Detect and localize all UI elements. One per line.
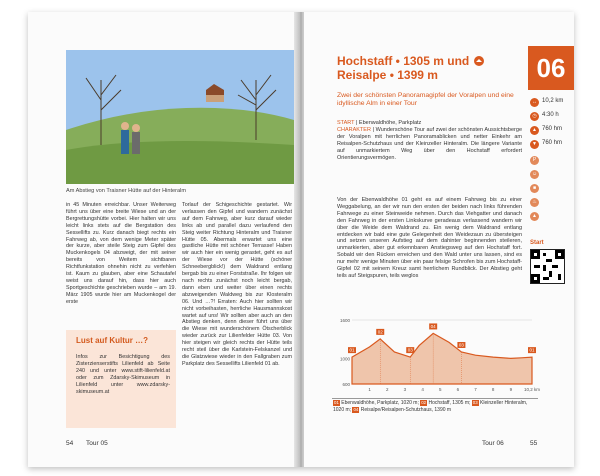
family-icon: ☺: [531, 171, 538, 177]
y-tick-label: 1600: [339, 318, 350, 323]
photo-caption: Am Abstieg von Traisner Hütte auf der Hinteralm: [66, 188, 187, 194]
paragraph: Torlauf der Schigeschichte gestartet. Wir verlassen den Gipfel und wandern zunächst auf dem Fahrweg, aber kurz darauf wieder links ab und parallel dazu verlaufend den Steig weiter Richtung Hinteralm und Traisner Hütte 05. Abermals erwartet uns eine gastliche Hütte mit schöner Terrasse! Haben wir auch hier ein wenig gerastet, geht es auf der Wiese vor der Hütte (schöner Schneebergblick!) dem Waldrand entlang bergab bis zu einer Forststraße. Ihr folgen wir nach rechts zunächst noch leicht bergab, dann eben und weiter über einen rechts abzweigenden Waldweg bis zur Klosteralm 06. Und …?! Erraten: Auch hier sollten wir nicht vorbeihasten, herrliche Hausmannskost wartet auf uns! Wir sollten aber auch an den Abstieg denken, denn dieser führt uns über die Wiese mit wunderschönem Ötscherblick wieder zurück zur Lilienfelder Hütte 03. Von hier steigen wir gleich rechts der Hütte teils recht steil über die Karlstein-Felskanzel und die Glatzwiese wieder in den Fallgraben zum Parkplatz des Sessellifts Lilienfeld 01 ab.: [182, 202, 292, 367]
stat-distance: ↔ 10,2 km: [532, 98, 564, 105]
paragraph: in 45 Minuten erreichbar. Unser Weiterweg führt uns über eine breite Wiese und an der Bergrettungshütte vorbei. Hier halten wir uns leicht links stets auf die Bergstation des Sessellifts zu. Kurz danach biegt rechts ein Fahrweg ab, von dem wenige Meter später der kurze, aber steile Steig zum Gipfel des Muckenkogels 04 abzweigt, der mit seiner bereits von Weitem sichtbaren Richtfunkstation ohnehin nicht zu verfehlen ist. Kaum zu glauben, aber eine Schautafel weist uns darauf hin, dass hier auch Sportgeschichte geschrieben wurde – am 19. März 1905 wurde hier am Muckenkogel der erste: [66, 202, 176, 305]
culture-box: [66, 330, 176, 428]
qr-pattern: [531, 250, 564, 283]
x-axis-labels: [368, 387, 540, 392]
text-column-2: [182, 202, 292, 417]
ascent-icon: ▲: [530, 126, 539, 135]
tour-stats: [530, 96, 574, 152]
elevation-profile: [332, 312, 541, 396]
marker-label: 01: [529, 347, 535, 353]
stat-descent: ▼ 760 hm: [530, 138, 574, 152]
restaurant-icon: ♨: [530, 198, 539, 207]
legend-text: Ebenwaldhöhe, Parkplatz, 1020 m;: [339, 400, 421, 406]
tour-subtitle: Zwei der schönsten Panoramagipfel der Voralpen und eine idyllische Alm in einer Tour: [337, 92, 514, 108]
elevation-area: [352, 333, 532, 384]
tour-number: 06: [528, 46, 574, 90]
divider: [332, 398, 538, 399]
culture-box-text: Infos zur Besichtigung des Zisterzienserstifts Lilienfeld ab Seite 240 und unter www.stift-lilienfeld.at oder zum Zdarsky-Skimuseum in Lilienfeld unter www.zdarsky-skimuseum.at: [76, 354, 170, 395]
route-description: [337, 197, 522, 309]
y-tick-label: 1000: [339, 356, 350, 362]
start-value: | Ebenwaldhöhe, Parkplatz: [355, 120, 422, 126]
hiker-photo: [66, 50, 294, 184]
stat-ascent: ▲ 760 hm: [530, 124, 574, 138]
character-label: CHARAKTER: [337, 126, 371, 133]
x-tick-label: 10,2 km: [523, 387, 541, 392]
text-column-1: [66, 202, 176, 328]
x-tick-label: 7: [474, 387, 477, 392]
tour-label-right: Tour 06: [482, 440, 504, 447]
tour-info: [337, 120, 522, 161]
legend-text: Kleinzeller Hinteralm, 1020 m;: [333, 400, 528, 413]
legend-text: Hochstaff, 1305 m;: [427, 400, 472, 406]
page-number-right: 55: [530, 440, 538, 447]
legend-chip: 02: [421, 400, 427, 405]
marker-label: 03: [458, 342, 464, 348]
photo-illustration: [66, 50, 294, 184]
descent-icon: ▼: [530, 140, 539, 149]
waypoint-legend: [333, 400, 535, 414]
x-tick-label: 6: [456, 387, 460, 392]
start-label: START: [337, 120, 355, 126]
paragraph: Von der Ebenwaldhöhe 01 geht es auf einem Fahrweg bis zu einer Weggabelung, an der wir nun den ersten der beiden nach links führenden Fahrwege zu einer Steinweide nehmen. Durch das Viehgatter und danach den Fahrweg in der ersten Linkskurve geradeaus verlassend wandern wir über die Weide dem Waldrand zu. Ein wenig dem Waldrand entlang entdecken wir bald eine gute Gelegenheit den Weidezaun zu übersteigen und setzen unseren Aufstieg auf dem dahinter beginnenden steileren, unmarkierten, aber gut erkennbaren Anstiegsweg auf den Hochstaff fort. Sobald wir den Rücken erreichen und den Wald unter uns lassen, sind es nur mehr wenige Minuten über ein paar felsige Schrofen bis zum Hochstaff-Gipfel 02 mit seinem Kreuz samt herrlichem Rundblick. Der Abstieg geht teils auf Steigspuren, teils weglos: [337, 197, 522, 279]
right-page: [304, 12, 574, 467]
legend-chip: 04: [353, 407, 359, 412]
character-line: [337, 127, 522, 162]
parking-icon: P: [530, 156, 539, 165]
start-line: [337, 120, 522, 127]
title-line-2: Reisalpe • 1399 m: [337, 68, 438, 82]
left-page: [28, 12, 298, 467]
marker-label: 02: [377, 329, 383, 335]
book-spread: [28, 12, 574, 467]
x-tick-label: 9: [509, 387, 513, 392]
x-tick-label: 3: [403, 387, 407, 392]
bus-icon: ■: [530, 184, 539, 193]
tour-label-left: Tour 05: [86, 440, 108, 447]
distance-icon: ↔: [532, 99, 537, 105]
marker-label: 03: [407, 347, 413, 353]
marker-label: 01: [349, 347, 355, 353]
page-number-left: 54: [66, 440, 74, 447]
qr-label: Start: [530, 240, 544, 246]
qr-code[interactable]: [530, 249, 565, 284]
hut-icon: [474, 56, 484, 66]
legend-chip: 03: [472, 400, 478, 405]
x-tick-label: 5: [438, 387, 442, 392]
character-value: | Wunderschöne Tour auf zwei der schönsten Aussichtsberge der Voralpen mit herrlichen Panoramablicken und netter Einkehr am Reisalpen-Schutzhaus und der Kleinzeller Hinteralm. Die längere Variante auf unmarkiertem Weg über den Hochstaff erfordert Orientierungsvermögen.: [337, 126, 523, 161]
title-line-1: Hochstaff • 1305 m und: [337, 54, 470, 68]
x-tick-label: 2: [386, 387, 389, 392]
legend-chip: 01: [334, 400, 339, 405]
x-tick-label: 1: [368, 387, 371, 392]
summit-icon: ▲: [530, 212, 539, 221]
time-icon: ◷: [530, 112, 539, 121]
legend-text: Reisalpe/Reisalpen-Schutzhaus, 1390 m: [359, 407, 452, 413]
y-tick-label: 600: [342, 382, 350, 387]
tour-title: [337, 54, 469, 82]
x-tick-label: 8: [491, 387, 495, 392]
stat-time: ◷ 4:30 h: [530, 110, 574, 124]
culture-box-title: Lust auf Kultur …?: [76, 336, 148, 345]
marker-label: 04: [430, 323, 436, 329]
x-tick-label: 4: [421, 387, 424, 392]
